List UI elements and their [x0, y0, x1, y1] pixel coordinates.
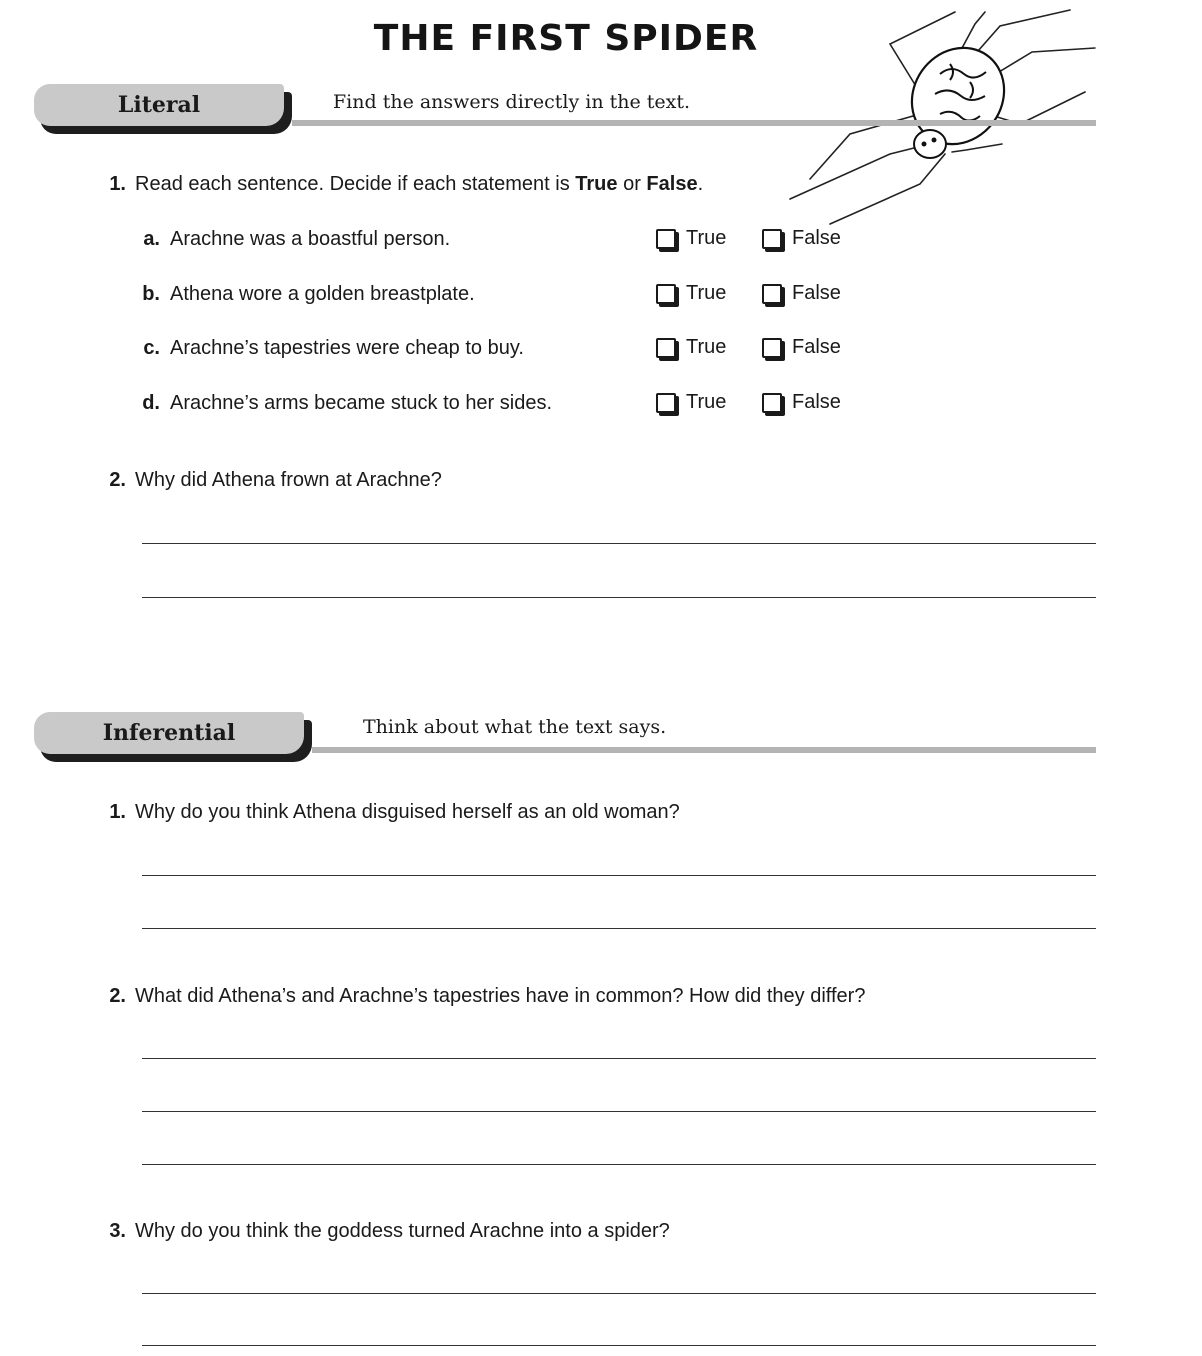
false-label: False — [792, 336, 841, 358]
false-label: False — [792, 391, 841, 413]
checkbox-icon[interactable] — [656, 229, 676, 249]
answer-line[interactable] — [142, 543, 1096, 544]
literal-item-a — [138, 228, 450, 251]
inferential-q1 — [100, 801, 680, 824]
false-checkbox-a[interactable] — [762, 227, 841, 250]
item-letter: d. — [142, 392, 160, 414]
q-number: 3. — [109, 1220, 126, 1242]
item-text: Arachne’s tapestries were cheap to buy. — [170, 337, 524, 359]
answer-line[interactable] — [142, 597, 1096, 598]
q1-period: . — [697, 173, 704, 195]
answer-line[interactable] — [142, 875, 1096, 876]
literal-rule — [292, 120, 1096, 126]
q-number: 1. — [109, 801, 126, 823]
false-label: False — [792, 227, 841, 249]
checkbox-icon[interactable] — [656, 338, 676, 358]
false-checkbox-d[interactable] — [762, 391, 841, 414]
literal-q2 — [100, 469, 442, 492]
checkbox-icon[interactable] — [656, 284, 676, 304]
item-text: Arachne was a boastful person. — [170, 228, 451, 250]
true-checkbox-d[interactable] — [656, 391, 726, 414]
item-letter: b. — [142, 283, 160, 305]
inferential-q2 — [100, 985, 865, 1008]
checkbox-icon[interactable] — [762, 338, 782, 358]
q1-true-word: True — [575, 173, 618, 195]
false-checkbox-c[interactable] — [762, 336, 841, 359]
item-letter: a. — [143, 228, 160, 250]
q-text: Why do you think Athena disguised herself as an old woman? — [135, 801, 680, 823]
inferential-rule — [312, 747, 1096, 753]
answer-line[interactable] — [142, 1058, 1096, 1059]
q-text: Why do you think the goddess turned Arachne into a spider? — [135, 1220, 670, 1242]
item-text: Arachne’s arms became stuck to her sides. — [170, 392, 553, 414]
item-letter: c. — [143, 337, 160, 359]
inferential-tab: Inferential — [34, 712, 304, 754]
answer-line[interactable] — [142, 1345, 1096, 1346]
true-label: True — [686, 336, 727, 358]
q-number: 2. — [109, 985, 126, 1007]
page-title: THE FIRST SPIDER — [373, 18, 759, 59]
answer-line[interactable] — [142, 1111, 1096, 1112]
q1-false-word: False — [646, 173, 698, 195]
false-label: False — [792, 282, 841, 304]
true-checkbox-c[interactable] — [656, 336, 726, 359]
true-label: True — [686, 282, 727, 304]
true-label: True — [686, 227, 727, 249]
answer-line[interactable] — [142, 1164, 1096, 1165]
true-label: True — [686, 391, 727, 413]
q-text: What did Athena’s and Arachne’s tapestries have in common? How did they differ? — [135, 985, 866, 1007]
q1-or-word: or — [617, 173, 647, 195]
checkbox-icon[interactable] — [656, 393, 676, 413]
literal-instruction: Find the answers directly in the text. — [333, 91, 691, 113]
literal-q1 — [100, 173, 703, 196]
literal-item-b — [138, 283, 475, 306]
literal-item-d — [138, 392, 552, 415]
q2-text: Why did Athena frown at Arachne? — [135, 469, 442, 491]
checkbox-icon[interactable] — [762, 393, 782, 413]
q-number: 2. — [109, 469, 126, 491]
checkbox-icon[interactable] — [762, 229, 782, 249]
true-checkbox-a[interactable] — [656, 227, 726, 250]
answer-line[interactable] — [142, 1293, 1096, 1294]
literal-item-c — [138, 337, 524, 360]
true-checkbox-b[interactable] — [656, 282, 726, 305]
inferential-instruction: Think about what the text says. — [363, 716, 667, 738]
literal-tab: Literal — [34, 84, 284, 126]
checkbox-icon[interactable] — [762, 284, 782, 304]
answer-line[interactable] — [142, 928, 1096, 929]
false-checkbox-b[interactable] — [762, 282, 841, 305]
q1-text: Read each sentence. Decide if each statement is — [135, 173, 576, 195]
item-text: Athena wore a golden breastplate. — [170, 283, 475, 305]
q-number: 1. — [109, 173, 126, 195]
spider-icon — [770, 4, 1100, 234]
inferential-q3 — [100, 1220, 670, 1243]
